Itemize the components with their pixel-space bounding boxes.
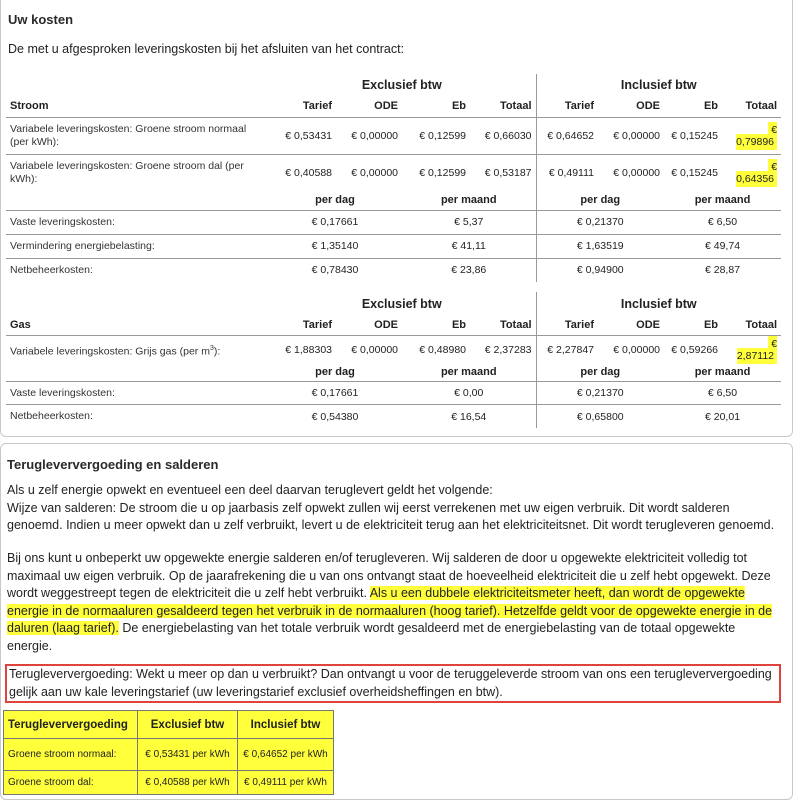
- cell-value: € 0,59266: [664, 336, 722, 363]
- gas-heading: Gas: [10, 319, 31, 332]
- refund-excl-value: € 0,53431 per kWh: [138, 739, 238, 771]
- cell-value: € 2,27847: [536, 336, 598, 363]
- feedback-title: Terugleververgoeding en salderen: [7, 457, 219, 472]
- table-row: [6, 117, 781, 154]
- refund-col-excl: Exclusief btw: [138, 711, 238, 739]
- feedback-paragraph-3: Terugleververgoeding: Wekt u meer op dan u verbruikt? Dan ontvangt u voor de teruggeleverde stroom van ons een terugleververgoeding gelijk aan uw kale leveringstarief (uw leveringstarief exclusief overheidsheffingen en btw).: [9, 667, 772, 699]
- cell-value: € 0,00000: [598, 117, 664, 154]
- refund-col-label: Terugleververgoeding: [4, 711, 138, 739]
- col-per-maand: per maand: [694, 194, 751, 207]
- row-label: Vaste leveringskosten:: [6, 210, 268, 234]
- row-label: Vaste leveringskosten:: [6, 382, 268, 405]
- feedback-p1-line1: Als u zelf energie opwekt en eventueel een deel daarvan teruglevert geldt het volgende:: [7, 483, 493, 497]
- cell-value: € 0,78430: [268, 258, 402, 282]
- refund-col-incl: Inclusief btw: [238, 711, 334, 739]
- highlighted-total: € 2,87112: [736, 337, 778, 362]
- feedback-paragraph-2: [7, 550, 782, 655]
- group-incl-header: Inclusief btw: [620, 296, 697, 311]
- cell-value: € 5,37: [402, 210, 536, 234]
- cell-value: € 0,48980: [402, 336, 470, 363]
- cell-value: € 0,94900: [536, 258, 664, 282]
- gas-table: [6, 292, 781, 428]
- cell-value: € 0,21370: [536, 382, 664, 405]
- col-totaal: Totaal: [470, 315, 536, 336]
- cell-value: € 6,50: [664, 382, 781, 405]
- col-per-dag: per dag: [315, 194, 355, 207]
- refund-row-label: Groene stroom normaal:: [4, 739, 138, 771]
- costs-intro: De met u afgesproken leveringskosten bij het afsluiten van het contract:: [8, 42, 405, 56]
- cell-value: € 0,64652: [536, 117, 598, 154]
- group-excl-header: Exclusief btw: [268, 292, 536, 315]
- feedback-paragraph-1: [7, 482, 782, 535]
- cell-value: € 0,40588: [268, 154, 336, 191]
- table-row: [4, 739, 334, 771]
- cell-value: € 41,11: [402, 234, 536, 258]
- col-tarief: Tarief: [564, 100, 595, 113]
- table-row: [6, 154, 781, 191]
- row-label: [6, 336, 268, 363]
- table-row: [6, 234, 781, 258]
- col-ode: ODE: [636, 319, 661, 332]
- cell-value: € 49,74: [664, 234, 781, 258]
- costs-title: Uw kosten: [8, 12, 74, 27]
- feedback-p1-line2: Wijze van salderen: De stroom die u op jaarbasis zelf opwekt zullen wij eerst verrekenen met uw eigen verbruik. Dit wordt salderen genoemd. Indien u meer opwekt dan u zelf verbruikt, levert u de elektriciteit terug aan het elektriciteitsnet. Dit wordt terugleveren genoemd.: [7, 500, 775, 532]
- cell-value: € 0,54380: [268, 405, 402, 428]
- col-eb: Eb: [451, 319, 466, 332]
- cell-value: € 0,00: [402, 382, 536, 405]
- table-row: [6, 258, 781, 282]
- row-label-end: ):: [213, 345, 221, 358]
- row-label: Netbeheerkosten:: [6, 258, 268, 282]
- cell-value: € 0,00000: [336, 117, 402, 154]
- cell-value: € 0,49111: [536, 154, 598, 191]
- row-label: Vermindering energiebelasting:: [6, 234, 268, 258]
- cell-value: € 0,00000: [598, 336, 664, 363]
- feedback-p2-highlight: Als u een dubbele elektriciteitsmeter heeft, dan wordt de opgewekte energie in de normaaluren gesaldeerd tegen het verbruik in de normaaluren (hoog tarief). Hetzelfde geldt voor de opgewekte energie in de daluren (laag tarief).: [7, 586, 773, 635]
- col-totaal: Totaal: [470, 96, 536, 118]
- table-row: [6, 210, 781, 234]
- cell-value: € 0,12599: [402, 117, 470, 154]
- col-per-maand: per maand: [402, 363, 536, 382]
- superscript: 3: [209, 344, 214, 352]
- cell-value: € 0,53187: [470, 154, 536, 191]
- refund-row-label: Groene stroom dal:: [4, 771, 138, 795]
- row-label: Variabele leveringskosten: Groene stroom normaal (per kWh):: [6, 117, 268, 154]
- col-per-maand: per maand: [694, 366, 751, 379]
- cell-value: € 16,54: [402, 405, 536, 428]
- refund-table: [3, 710, 334, 795]
- col-eb: Eb: [703, 100, 719, 113]
- electricity-heading: Stroom: [10, 100, 49, 113]
- highlighted-total: € 0,79896: [736, 123, 778, 148]
- cell-value: € 0,65800: [536, 405, 664, 428]
- refund-excl-value: € 0,40588 per kWh: [138, 771, 238, 795]
- refund-incl-value: € 0,49111 per kWh: [238, 771, 334, 795]
- cell-value: € 1,35140: [268, 234, 402, 258]
- col-tarief: Tarief: [302, 100, 332, 113]
- col-eb: Eb: [703, 319, 719, 332]
- cell-value: € 1,88303: [268, 336, 336, 363]
- row-label: Netbeheerkosten:: [6, 405, 268, 428]
- cell-value: € 1,63519: [536, 234, 664, 258]
- cell-value: € 0,66030: [470, 117, 536, 154]
- cell-value: € 0,00000: [598, 154, 664, 191]
- cell-value: € 0,53431: [268, 117, 336, 154]
- cell-value: € 2,37283: [470, 336, 536, 363]
- cell-value: € 6,50: [664, 210, 781, 234]
- group-excl-header: Exclusief btw: [268, 74, 536, 96]
- col-totaal: Totaal: [745, 100, 778, 113]
- row-label: Variabele leveringskosten: Groene stroom dal (per kWh):: [6, 154, 268, 191]
- group-incl-header: Inclusief btw: [620, 77, 697, 92]
- col-eb: Eb: [451, 100, 466, 113]
- table-row: [4, 771, 334, 795]
- refund-incl-value: € 0,64652 per kWh: [238, 739, 334, 771]
- col-per-dag: per dag: [580, 194, 621, 207]
- col-per-maand: per maand: [402, 191, 536, 211]
- cell-value: € 0,17661: [268, 210, 402, 234]
- cell-value: € 0,17661: [268, 382, 402, 405]
- cell-value: € 0,21370: [536, 210, 664, 234]
- col-totaal: Totaal: [745, 319, 778, 332]
- col-tarief: Tarief: [564, 319, 595, 332]
- col-tarief: Tarief: [302, 319, 332, 332]
- feedback-p2-text: Bij ons kunt u onbeperkt uw opgewekte energie salderen en/of terugleveren. Wij salderen de door u opgewekte elektriciteit volledig tot maximaal uw eigen verbruik. Op de jaarafrekening die u van ons ontvangt staat de hoeveelheid elektriciteit die u zelf hebt opgewekt. Deze wordt weggestreept tegen de elektriciteit die u zelf hebt verbruikt.: [7, 551, 771, 600]
- cell-value: € 0,15245: [664, 154, 722, 191]
- table-row: [6, 382, 781, 405]
- col-ode: ODE: [374, 319, 398, 332]
- highlighted-total: € 0,64356: [736, 160, 778, 185]
- cell-value: € 20,01: [664, 405, 781, 428]
- cell-value: € 0,12599: [402, 154, 470, 191]
- col-ode: ODE: [636, 100, 661, 113]
- cell-value: € 0,15245: [664, 117, 722, 154]
- table-row: [6, 336, 781, 363]
- row-label-text: Variabele leveringskosten: Grijs gas (per m: [10, 345, 210, 358]
- col-per-dag: per dag: [580, 366, 621, 379]
- col-per-dag: per dag: [315, 366, 355, 379]
- col-ode: ODE: [374, 100, 398, 113]
- table-row: [6, 405, 781, 428]
- feedback-p2-end: De energiebelasting van het totale verbruik wordt gesaldeerd met de energiebelasting van de totaal opgewekte energie.: [7, 621, 736, 653]
- cell-value: € 0,00000: [336, 336, 402, 363]
- cell-value: € 28,87: [664, 258, 781, 282]
- electricity-table: [6, 74, 781, 282]
- cell-value: € 23,86: [402, 258, 536, 282]
- cell-value: € 0,00000: [336, 154, 402, 191]
